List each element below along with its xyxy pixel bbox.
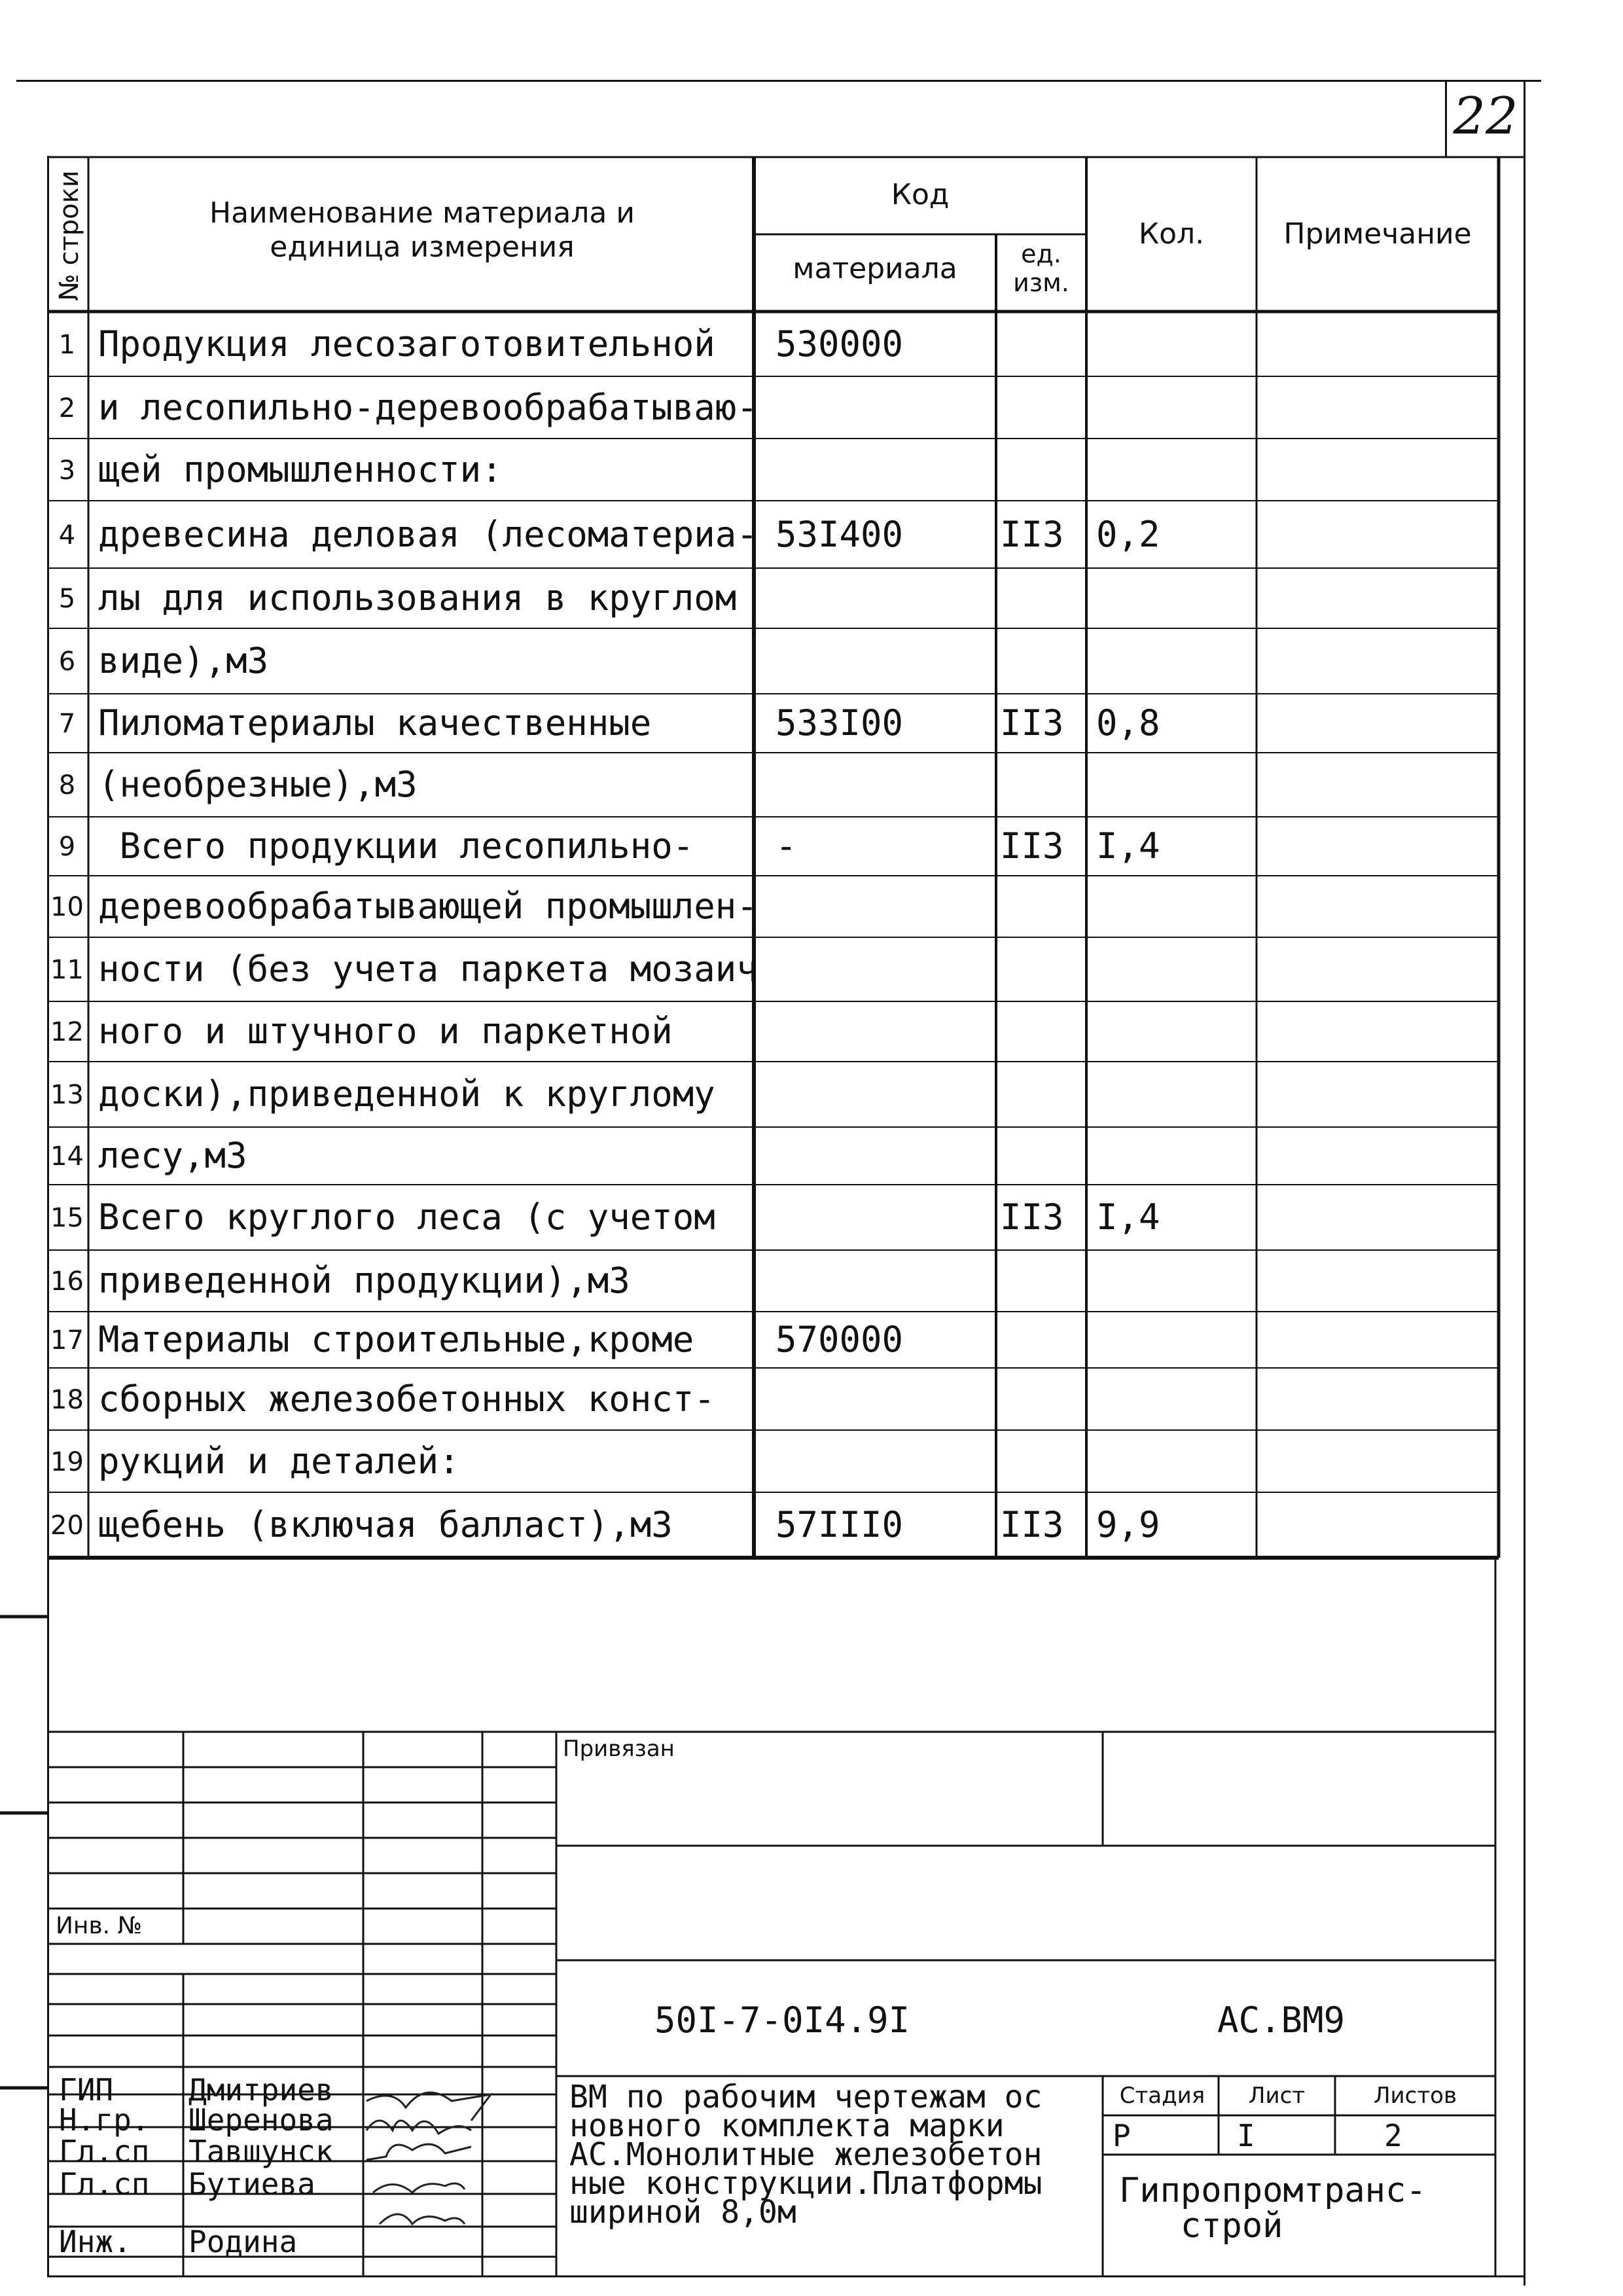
stage-value: Р	[1113, 2118, 1131, 2153]
row-name: лы для использования в круглом	[98, 577, 737, 619]
row-number: 10	[50, 892, 84, 922]
signatory-name: Бутиева	[188, 2166, 315, 2202]
row-code: 533I00	[776, 702, 904, 744]
row-number: 3	[58, 455, 76, 486]
row-number: 14	[50, 1141, 84, 1172]
stage-label: Стадия	[1119, 2083, 1205, 2109]
row-code: 530000	[776, 323, 904, 365]
signatory-role: Н.гр.	[59, 2102, 150, 2138]
row-number: 9	[58, 832, 76, 862]
row-qty: 0,8	[1096, 702, 1160, 744]
organization: Гипропромтранс- строй	[1119, 2171, 1427, 2246]
row-number: 7	[58, 709, 76, 739]
row-name: Всего круглого леса (с учетом	[98, 1196, 715, 1238]
row-name: Пиломатериалы качественные	[98, 702, 652, 744]
row-name: рукций и деталей:	[98, 1440, 460, 1482]
row-unit: II3	[1000, 825, 1064, 867]
row-qty: I,4	[1096, 825, 1160, 867]
header-qty: Кол.	[1138, 217, 1205, 251]
sheets-value: 2	[1384, 2118, 1402, 2153]
sheet-number: 22	[1453, 87, 1518, 146]
row-name: (необрезные),м3	[98, 764, 418, 805]
row-number: 2	[58, 393, 76, 423]
row-name: Материалы строительные,кроме	[98, 1319, 694, 1360]
row-name: виде),м3	[98, 640, 269, 681]
row-name: щей промышленности:	[98, 448, 503, 490]
row-unit: II3	[1000, 513, 1064, 555]
row-name: приведенной продукции),м3	[98, 1260, 630, 1301]
sheet-value: I	[1237, 2118, 1255, 2153]
row-number: 17	[50, 1325, 84, 1355]
doc-mark: АС.ВМ9	[1217, 2000, 1346, 2041]
signatory-name: Дмитриев	[188, 2072, 334, 2108]
row-number: 20	[50, 1511, 84, 1541]
row-name: Всего продукции лесопильно-	[98, 825, 694, 867]
row-name: Продукция лесозаготовительной	[98, 323, 715, 365]
header-name: Наименование материала и единица измерения	[209, 196, 635, 264]
row-name: лесу,м3	[98, 1135, 247, 1176]
privyazan-label: Привязан	[563, 1736, 675, 1762]
row-number: 5	[58, 584, 76, 614]
row-qty: 0,2	[1096, 513, 1160, 555]
doc-title: ВМ по рабочим чертежам ос новного комплекта марки АС.Монолитные железобетон ные конструкции.Платформы шириной 8,0м	[569, 2079, 1043, 2231]
row-unit: II3	[1000, 1196, 1064, 1238]
row-number: 8	[58, 770, 76, 800]
signatory-name: Шеренова	[188, 2102, 334, 2138]
sheets-label: Листов	[1373, 2083, 1457, 2109]
row-number: 16	[50, 1266, 84, 1297]
header-note: Примечание	[1283, 217, 1472, 251]
row-code: 570000	[776, 1319, 904, 1360]
row-unit: II3	[1000, 1504, 1064, 1545]
row-qty: I,4	[1096, 1196, 1160, 1238]
signatory-name: Тавшунск	[188, 2134, 334, 2169]
row-name: древесина деловая (лесоматериа-	[98, 513, 758, 555]
row-number: 13	[50, 1080, 84, 1110]
row-number: 11	[50, 955, 84, 985]
row-number: 1	[58, 329, 76, 360]
row-name: ности (без учета паркета мозаич	[98, 948, 758, 990]
row-number: 6	[58, 647, 76, 677]
row-code: 53I400	[776, 513, 904, 555]
header-code: Код	[891, 178, 950, 211]
doc-code: 50I-7-0I4.9I	[654, 2000, 910, 2041]
row-name: и лесопильно-деревообрабатываю-	[98, 386, 758, 428]
inv-no-label: Инв. №	[56, 1912, 143, 1939]
row-code: -	[776, 825, 797, 867]
row-name: щебень (включая балласт),м3	[98, 1504, 673, 1545]
row-number: 18	[50, 1384, 84, 1415]
row-qty: 9,9	[1096, 1504, 1160, 1545]
signature-marks	[366, 2092, 491, 2224]
header-unit: ед. изм.	[1013, 240, 1069, 297]
row-number: 15	[50, 1203, 84, 1233]
row-code: 57III0	[776, 1504, 904, 1545]
sheet-label: Лист	[1248, 2083, 1306, 2109]
row-name: сборных железобетонных конст-	[98, 1378, 715, 1420]
signatory-name: Родина	[188, 2224, 298, 2259]
signatory-role: Инж.	[59, 2224, 132, 2259]
row-name: доски),приведенной к круглому	[98, 1073, 715, 1115]
row-name: деревообрабатывающей промышлен-	[98, 886, 758, 927]
row-unit: II3	[1000, 702, 1064, 744]
header-row-number: № строки	[54, 170, 84, 301]
row-name: ного и штучного и паркетной	[98, 1011, 673, 1052]
header-material: материала	[793, 252, 957, 285]
row-number: 12	[50, 1017, 84, 1047]
signatory-role: ГИП	[59, 2072, 114, 2108]
row-number: 19	[50, 1446, 84, 1477]
signatory-role: Гл.сп	[59, 2134, 150, 2169]
row-number: 4	[58, 520, 76, 550]
signatory-role: Гл.сп	[59, 2166, 150, 2202]
